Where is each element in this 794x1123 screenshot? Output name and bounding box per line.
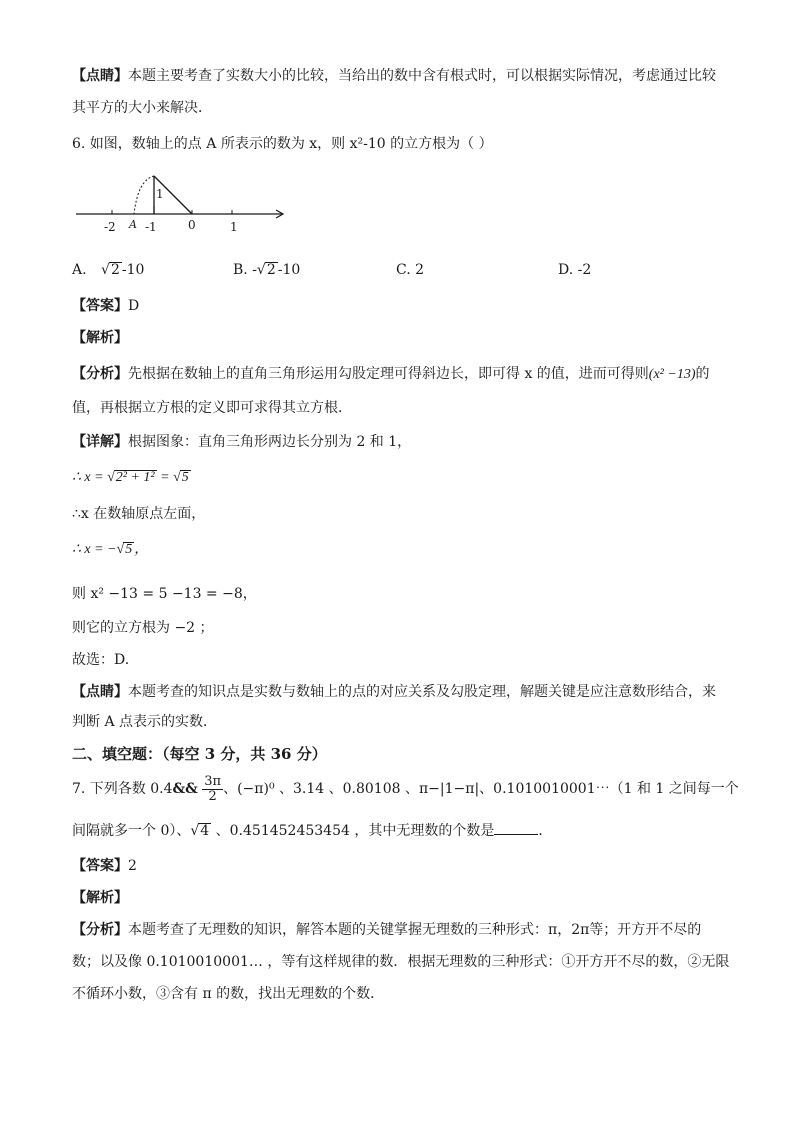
- option-a-radical: √2: [101, 262, 120, 278]
- option-a-radicand: 2: [110, 262, 120, 278]
- point-6-cont: 判断 A 点表示的实数．: [72, 714, 218, 730]
- option-d: D. -2: [558, 262, 592, 278]
- step-4-radicand: 5: [125, 542, 133, 557]
- question-7-line2-text: 、0.451452453454 ，其中无理数的个数是: [211, 823, 495, 839]
- parse-7-tag: 【解析】: [72, 890, 128, 906]
- step-4-prefix: ∴ x = −: [72, 542, 117, 557]
- label-minus-1: -1: [145, 220, 157, 234]
- option-c: C. 2: [396, 262, 425, 278]
- fraction-numerator: 3π: [204, 773, 222, 789]
- step-2-radicand: 2² + 1²: [115, 470, 155, 485]
- option-b: [233, 260, 300, 280]
- answer-value: D: [128, 298, 140, 314]
- sqrt-4-radicand: 4: [200, 823, 210, 839]
- analysis-expression: (x² −13): [648, 367, 696, 382]
- point-tag-6: 【点睛】: [72, 684, 128, 700]
- question-7-line2: [72, 820, 734, 841]
- detail-step-6: 则它的立方根为 −2 ；: [72, 620, 214, 636]
- sqrt-4: √4: [190, 823, 210, 839]
- question-6: [72, 134, 734, 154]
- point-6: [72, 682, 734, 702]
- point-tag: 【点睛】: [72, 68, 128, 84]
- label-height: 1: [156, 187, 164, 201]
- option-b-radicand: 2: [266, 262, 276, 278]
- analysis-7-text: 本题考查了无理数的知识，解答本题的关键掌握无理数的三种形式：π，2π等；开方开不尽的: [128, 922, 702, 938]
- overlapped-digits-glyph: &&: [172, 781, 198, 797]
- section-heading: 二、填空题：（每空 3 分，共 36 分）: [72, 745, 327, 763]
- label-minus-2: -2: [104, 220, 116, 234]
- option-b-suffix: -10: [277, 262, 301, 278]
- label-zero: 0: [188, 218, 196, 232]
- analysis-7: [72, 920, 734, 940]
- step-2-equals: =: [156, 470, 174, 485]
- answer-tag: 【答案】: [72, 298, 128, 314]
- answer-7-value: 2: [128, 858, 137, 874]
- answer-blank[interactable]: [494, 820, 538, 835]
- analysis-7-tag: 【分析】: [72, 922, 128, 938]
- detail-step-5: 则 x² −13 = 5 −13 = −8，: [72, 586, 257, 602]
- fraction-denominator: 2: [208, 788, 217, 804]
- analysis-6: [72, 364, 734, 385]
- step-2-radicand-2: 5: [181, 470, 189, 485]
- parse-tag: 【解析】: [72, 330, 128, 346]
- answer-7-tag: 【答案】: [72, 858, 128, 874]
- step-4-radical: √5: [116, 542, 133, 557]
- detail-step-7: 故选：D.: [72, 652, 130, 668]
- answer-6: [72, 296, 734, 316]
- point-paragraph-1: [72, 66, 734, 86]
- analysis-text: 先根据在数轴上的直角三角形运用勾股定理可得斜边长，即可得 x 的值，进而可得则: [128, 366, 649, 382]
- analysis-7-line3: 不循环小数，③含有 π 的数，找出无理数的个数．: [72, 986, 385, 1002]
- point-text-cont: 其平方的大小来解决．: [72, 100, 212, 116]
- detail-step-3: ∴x 在数轴原点左面，: [72, 506, 206, 522]
- label-A: A: [129, 218, 137, 231]
- detail-text: 根据图象：直角三角形两边长分别为 2 和 1，: [128, 434, 412, 450]
- option-b-radical: √2: [256, 262, 276, 278]
- detail-tag: 【详解】: [72, 434, 128, 450]
- option-a-prefix: A.: [72, 262, 87, 278]
- point-text: 本题主要考查了实数大小的比较，当给出的数中含有根式时，可以根据实际情况，考虑通过比较: [128, 68, 716, 84]
- step-2-radical: √2² + 1²: [107, 470, 155, 485]
- analysis-tag: 【分析】: [72, 366, 128, 382]
- option-b-prefix: B. -: [233, 262, 257, 278]
- step-4-suffix: ，: [134, 542, 149, 557]
- step-2-prefix: ∴ x =: [72, 470, 108, 485]
- number-line-figure: [72, 168, 302, 240]
- question-6-text: 6. 如图，数轴上的点 A 所表示的数为 x，则 x²-10 的立方根为（ ）: [72, 136, 493, 152]
- fraction-3pi-over-2: [202, 775, 223, 804]
- parse-7: [72, 888, 734, 908]
- option-a: [72, 260, 144, 280]
- analysis-text-cont: 值，再根据立方根的定义即可求得其立方根．: [72, 400, 352, 416]
- label-one: 1: [230, 220, 238, 234]
- question-7: [72, 773, 739, 804]
- parse-6: [72, 328, 734, 348]
- analysis-7-line2: 数；以及像 0.1010010001… ，等有这样规律的数．根据无理数的三种形式：①开方开不尽的数，②无限: [72, 954, 730, 970]
- point-paragraph-1-cont: [72, 98, 734, 118]
- question-7-prefix: 7. 下列各数 0.4: [72, 781, 173, 797]
- question-7-rest: 、(−π)⁰ 、3.14 、0.80108 、π−|1−π|、0.1010010001⋯（1 和 1 之间每一个: [223, 781, 739, 797]
- detail-step-2: [72, 468, 734, 488]
- answer-7: [72, 856, 734, 876]
- detail-step-4: [72, 540, 734, 560]
- analysis-6-cont: [72, 398, 734, 418]
- question-7-line2-end: ．: [538, 823, 553, 839]
- dashed-arc: [134, 176, 154, 214]
- option-a-suffix: -10: [121, 262, 145, 278]
- detail-6: [72, 432, 734, 452]
- question-7-line2-prefix: 间隔就多一个 0）、: [72, 823, 191, 839]
- step-2-radical-2: √5: [173, 470, 189, 485]
- point-6-text: 本题考查的知识点是实数与数轴上的点的对应关系及勾股定理，解题关键是应注意数形结合，来: [128, 684, 716, 700]
- analysis-text-end: 的: [695, 366, 710, 382]
